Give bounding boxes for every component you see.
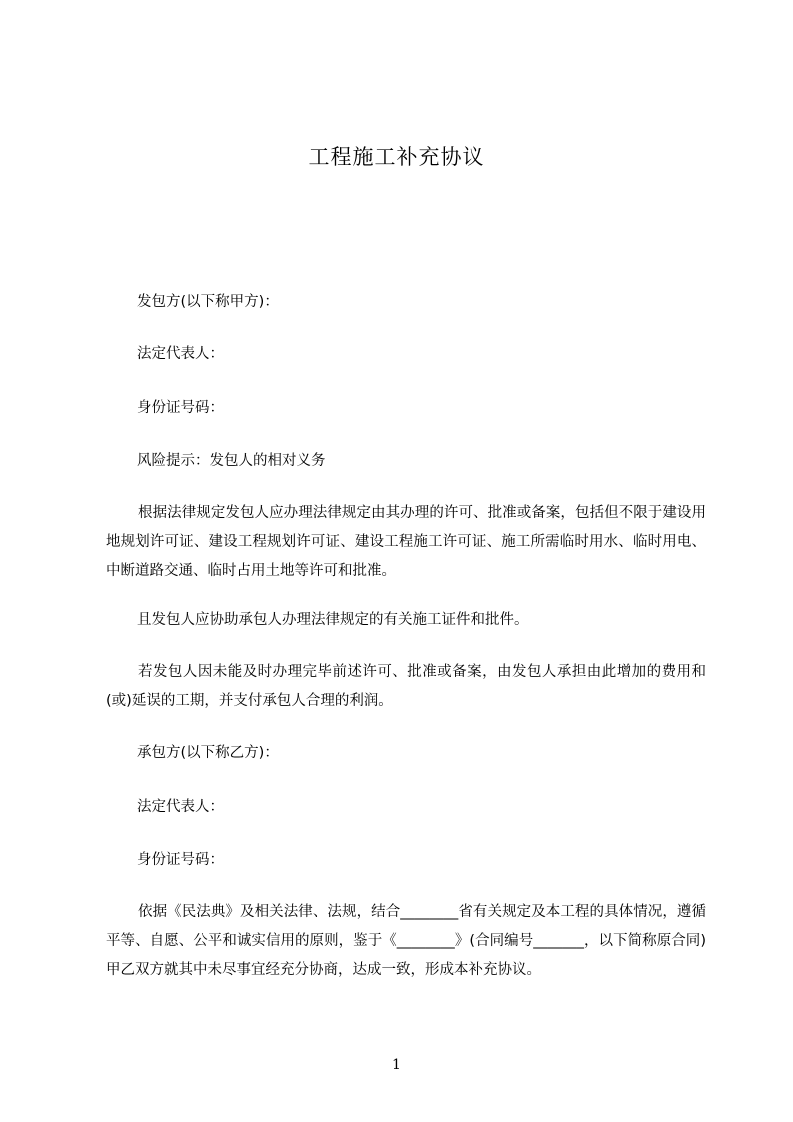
party-b-label: 承包方(以下称乙方)： — [137, 745, 279, 761]
risk-note: 风险提示：发包人的相对义务 — [137, 453, 326, 469]
party-a-label: 发包方(以下称甲方)： — [137, 294, 279, 310]
paragraph-basis: 依据《民法典》及相关法律、法规，结合________省有关规定及本工程的具体情况，遵循平等、自愿、公平和诚实信用的原则，鉴于《________》(合同编号_______，以下简称原合同)甲乙双方就其中未尽事宜经充分协商，达成一致，形成本补充协议。 — [106, 904, 706, 978]
party-b-legal-representative: 法定代表人： — [137, 799, 224, 815]
party-b-id-number: 身份证号码： — [137, 852, 224, 868]
document-title: 工程施工补充协议 — [308, 145, 485, 169]
paragraph-permits: 根据法律规定发包人应办理法律规定由其办理的许可、批准或备案，包括但不限于建设用地规划许可证、建设工程规划许可证、建设工程施工许可证、施工所需临时用水、临时用电、中断道路交通、临时占用土地等许可和批准。 — [106, 505, 706, 579]
page-number: 1 — [392, 1057, 401, 1073]
paragraph-assist: 且发包人应协助承包人办理法律规定的有关施工证件和批件。 — [137, 612, 529, 628]
paragraph-delay: 若发包人因未能及时办理完毕前述许可、批准或备案，由发包人承担由此增加的费用和(或)延误的工期，并支付承包人合理的利润。 — [106, 664, 706, 709]
party-a-id-number: 身份证号码： — [137, 400, 224, 416]
party-a-legal-representative: 法定代表人： — [137, 346, 224, 362]
